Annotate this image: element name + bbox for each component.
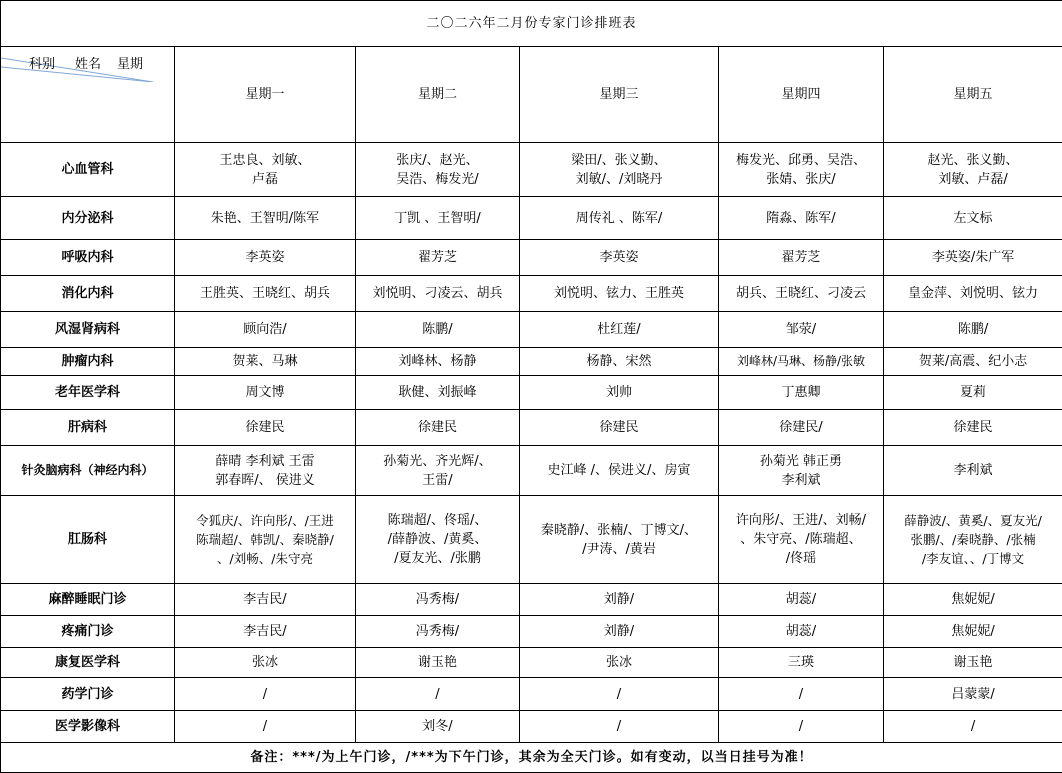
schedule-cell: 夏莉 [884, 376, 1062, 410]
table-row [1, 496, 1062, 584]
schedule-cell: 孙菊光 韩正勇 李利斌 [719, 446, 884, 496]
schedule-cell: 李英姿/朱广军 [884, 240, 1062, 276]
table-row [1, 678, 1062, 711]
corner-header [1, 47, 175, 143]
schedule-cell: / [884, 711, 1062, 743]
schedule-cell: 张冰 [175, 648, 356, 678]
dept-cell: 风湿肾病科 [1, 312, 175, 348]
schedule-cell: / [520, 711, 719, 743]
table-row [1, 446, 1062, 496]
table-row [1, 410, 1062, 446]
schedule-cell: 李利斌 [884, 446, 1062, 496]
schedule-cell: / [356, 678, 520, 711]
table-row [1, 376, 1062, 410]
schedule-cell: 刘悦明、刁凌云、胡兵 [356, 276, 520, 312]
weekday-header: 星期五 [884, 47, 1062, 143]
schedule-cell: 左文标 [884, 197, 1062, 240]
schedule-cell: 皇金萍、刘悦明、铉力 [884, 276, 1062, 312]
schedule-cell: 令狐庆/、许向彤/、/王进 陈瑞超/、韩凯/、秦晓静/ 、/刘畅、/朱守亮 [175, 496, 356, 584]
schedule-cell: 朱艳、王智明/陈军 [175, 197, 356, 240]
table-row [1, 348, 1062, 376]
dept-cell: 康复医学科 [1, 648, 175, 678]
schedule-cell: 王忠良、刘敏、 卢磊 [175, 143, 356, 197]
schedule-cell: 刘冬/ [356, 711, 520, 743]
schedule-cell: 李英姿 [520, 240, 719, 276]
dept-cell: 针灸脑病科（神经内科） [1, 446, 175, 496]
schedule-cell: 孙菊光、齐光辉/、 王雷/ [356, 446, 520, 496]
schedule-cell: 徐建民 [884, 410, 1062, 446]
dept-cell: 心血管科 [1, 143, 175, 197]
table-row [1, 276, 1062, 312]
schedule-cell: 李吉民/ [175, 616, 356, 648]
schedule-cell: 薛静波/、黄奚/、夏友光/ 张鹏/、/秦晓静、/张楠 /李友谊、、/丁博文 [884, 496, 1062, 584]
schedule-cell: 薛晴 李利斌 王雷 郭春晖/、 侯进义 [175, 446, 356, 496]
schedule-cell: 丁凯 、王智明/ [356, 197, 520, 240]
schedule-cell: 胡蕊/ [719, 616, 884, 648]
dept-cell: 肛肠科 [1, 496, 175, 584]
table-row [1, 143, 1062, 197]
schedule-cell: / [520, 678, 719, 711]
schedule-cell: 翟芳芝 [719, 240, 884, 276]
schedule-cell: 吕蒙蒙/ [884, 678, 1062, 711]
schedule-cell: 陈鹏/ [356, 312, 520, 348]
schedule-cell: 隋淼、陈军/ [719, 197, 884, 240]
schedule-cell: 刘静/ [520, 584, 719, 616]
schedule-cell: 贺莱、马琳 [175, 348, 356, 376]
schedule-cell: 贺莱/高震、纪小志 [884, 348, 1062, 376]
schedule-cell: / [175, 678, 356, 711]
footer-note: 备注：***/为上午门诊，/***为下午门诊，其余为全天门诊。如有变动，以当日挂号为准！ [1, 743, 1062, 773]
schedule-cell: 焦妮妮/ [884, 616, 1062, 648]
page-title: 二〇二六年二月份专家门诊排班表 [1, 1, 1062, 47]
dept-cell: 呼吸内科 [1, 240, 175, 276]
schedule-cell: 张庆/、赵光、 吴浩、梅发光/ [356, 143, 520, 197]
schedule-cell: 杜红莲/ [520, 312, 719, 348]
schedule-cell: 丁惠卿 [719, 376, 884, 410]
schedule-cell: 周传礼 、陈军/ [520, 197, 719, 240]
header-row [1, 47, 1062, 143]
schedule-cell: 徐建民 [520, 410, 719, 446]
dept-cell: 麻醉睡眠门诊 [1, 584, 175, 616]
table-row [1, 711, 1062, 743]
schedule-cell: 翟芳芝 [356, 240, 520, 276]
schedule-cell: 张冰 [520, 648, 719, 678]
schedule-cell: 顾向浩/ [175, 312, 356, 348]
schedule-cell: 李英姿 [175, 240, 356, 276]
corner-weekday-label: 星期 [117, 57, 143, 72]
schedule-cell: 胡蕊/ [719, 584, 884, 616]
schedule-cell: 焦妮妮/ [884, 584, 1062, 616]
schedule-cell: 刘悦明、铉力、王胜英 [520, 276, 719, 312]
schedule-cell: 徐建民 [175, 410, 356, 446]
weekday-header: 星期二 [356, 47, 520, 143]
schedule-cell: 谢玉艳 [356, 648, 520, 678]
schedule-cell: 梁田/、张义勤、 刘敏/、/刘晓丹 [520, 143, 719, 197]
schedule-cell: 王胜英、王晓红、胡兵 [175, 276, 356, 312]
schedule-cell: 谢玉艳 [884, 648, 1062, 678]
weekday-header: 星期一 [175, 47, 356, 143]
dept-cell: 内分泌科 [1, 197, 175, 240]
schedule-cell: 冯秀梅/ [356, 616, 520, 648]
schedule-cell: 刘静/ [520, 616, 719, 648]
dept-cell: 消化内科 [1, 276, 175, 312]
dept-cell: 药学门诊 [1, 678, 175, 711]
schedule-cell: 刘峰林、杨静 [356, 348, 520, 376]
schedule-cell: 杨静、宋然 [520, 348, 719, 376]
schedule-cell: / [719, 678, 884, 711]
schedule-cell: 耿健、刘振峰 [356, 376, 520, 410]
schedule-cell: 许向彤/、王进/、刘畅/ 、朱守亮、/陈瑞超、 /佟瑶 [719, 496, 884, 584]
dept-cell: 肿瘤内科 [1, 348, 175, 376]
dept-cell: 老年医学科 [1, 376, 175, 410]
dept-cell: 肝病科 [1, 410, 175, 446]
table-row [1, 197, 1062, 240]
schedule-cell: 邹荥/ [719, 312, 884, 348]
table-row [1, 312, 1062, 348]
table-row [1, 616, 1062, 648]
schedule-cell: 徐建民/ [719, 410, 884, 446]
schedule-cell: 胡兵、王晓红、刁凌云 [719, 276, 884, 312]
schedule-cell: 李吉民/ [175, 584, 356, 616]
schedule-cell: / [175, 711, 356, 743]
weekday-header: 星期四 [719, 47, 884, 143]
weekday-header: 星期三 [520, 47, 719, 143]
schedule-cell: 史江峰 /、侯进义/、房寅 [520, 446, 719, 496]
dept-cell: 医学影像科 [1, 711, 175, 743]
table-row [1, 240, 1062, 276]
schedule-cell: 陈鹏/ [884, 312, 1062, 348]
schedule-cell: 冯秀梅/ [356, 584, 520, 616]
dept-cell: 疼痛门诊 [1, 616, 175, 648]
schedule-cell: 三瑛 [719, 648, 884, 678]
schedule-cell: 赵光、张义勤、 刘敏、卢磊/ [884, 143, 1062, 197]
corner-dept-label: 科别 [29, 57, 55, 72]
table-row [1, 584, 1062, 616]
schedule-cell: 刘峰林/马琳、杨静/张敏 [719, 348, 884, 376]
schedule-cell: 陈瑞超/、佟瑶/、 /薛静波、/黄奚、 /夏友光、/张鹏 [356, 496, 520, 584]
schedule-cell: / [719, 711, 884, 743]
schedule-cell: 徐建民 [356, 410, 520, 446]
schedule-cell: 刘帅 [520, 376, 719, 410]
table-row [1, 648, 1062, 678]
schedule-cell: 梅发光、邱勇、吴浩、 张婧、张庆/ [719, 143, 884, 197]
schedule-cell: 秦晓静/、张楠/、丁博文/、 /尹涛、/黄岩 [520, 496, 719, 584]
corner-name-label: 姓名 [75, 57, 101, 72]
schedule-cell: 周文博 [175, 376, 356, 410]
